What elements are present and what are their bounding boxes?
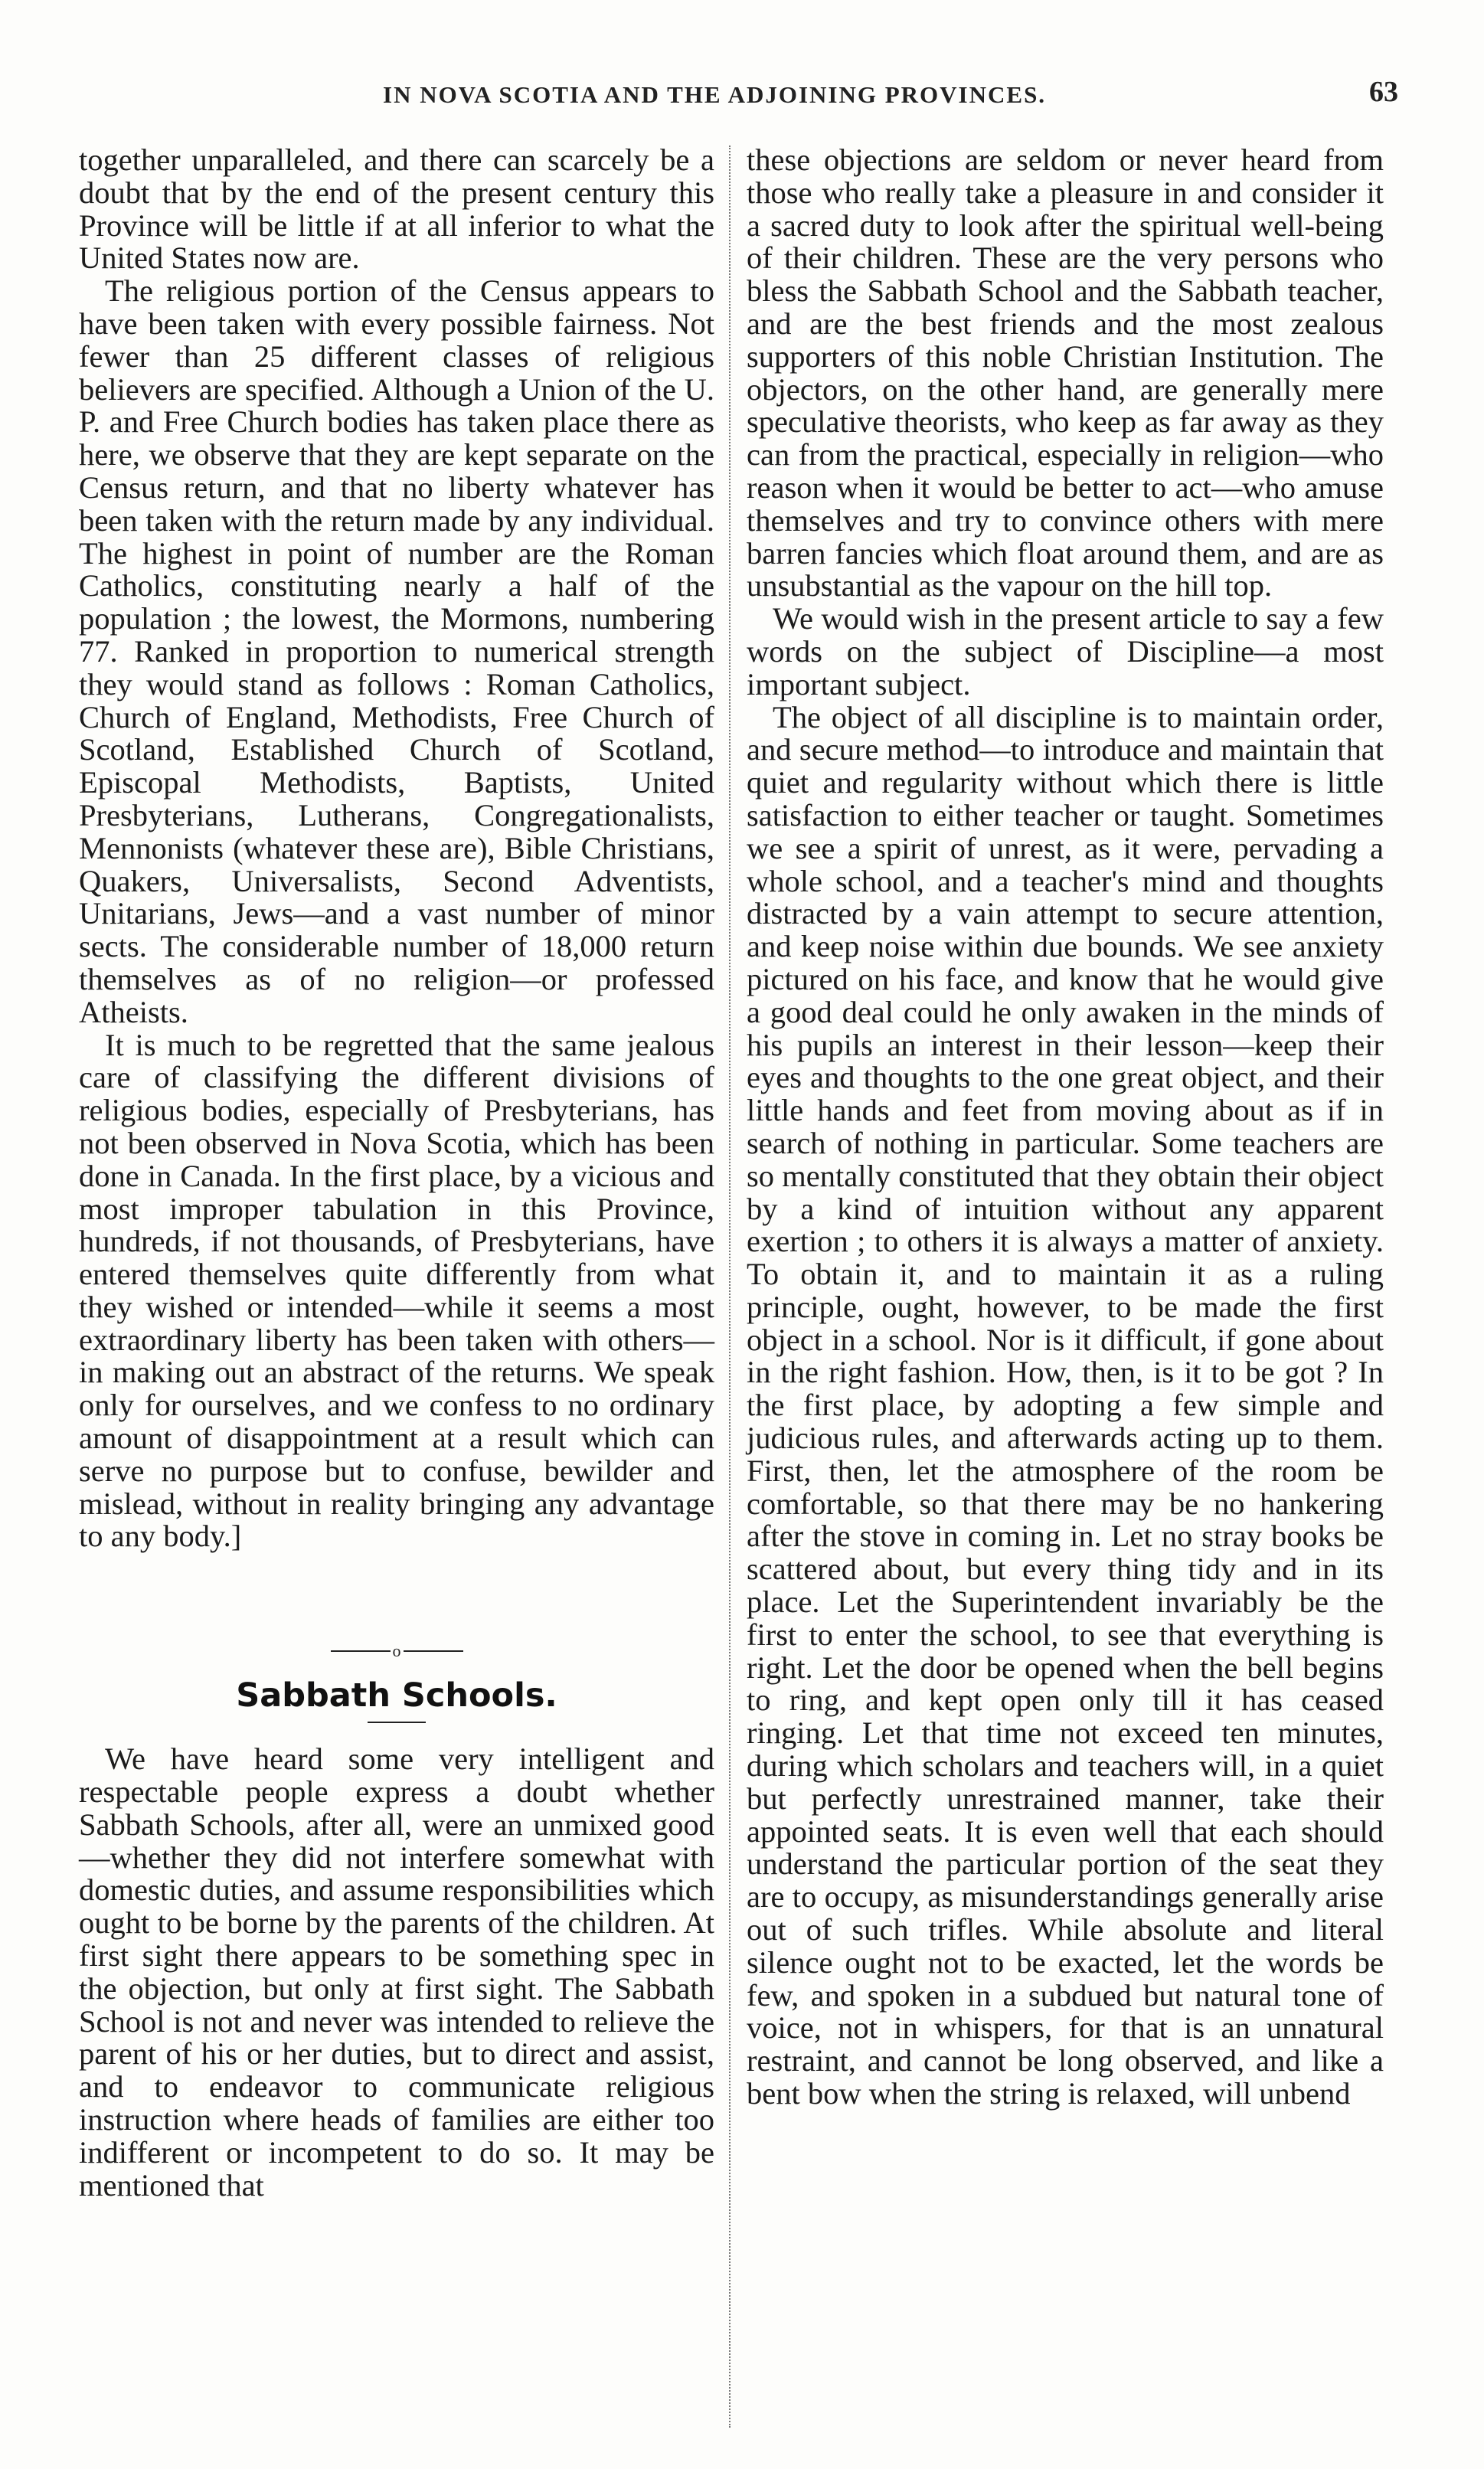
paragraph: The religious portion of the Census appears to have been taken with every possible fairness. Not fewer than 25 different classes of religious believers are specified. Although a Union of the U. P. and Free Church bodies has taken place there as here, we observe that they are kept separate on the Census return, and that no liberty whatever has been taken with the return made by any individual. The highest in point of number are the Roman Catholics, constituting nearly a half of the population ; the lowest, the Mormons, numbering 77. Ranked in proportion to numerical strength they would stand as follows : Roman Catholics, Church of England, Methodists, Free Church of Scotland, Established Church of Scotland, Episcopal Methodists, Baptists, United Presbyterians, Lutherans, Congregationalists, Mennonists (whatever these are), Bible Christians, Quakers, Universalists, Second Adventists, Unitarians, Jews—and a vast number of minor sects. The considerable number of 18,000 return themselves as of no religion—or professed Atheists. <box>79 273 714 1029</box>
section-ornament <box>79 1639 714 1662</box>
paragraph: We would wish in the present article to say a few words on the subject of Discipline—a most important subject. <box>747 601 1384 701</box>
ornament-mark: o <box>392 1641 401 1661</box>
right-column <box>747 144 1384 2111</box>
paragraph: It is much to be regretted that the same jealous care of classifying the different divisions of religious bodies, especially of Presbyterians, has not been observed in Nova Scotia, which has been done in Canada. In the first place, by a vicious and most improper tabulation in this Province, hundreds, if not thousands, of Presbyterians, have entered themselves quite differently from what they wished or intended—while it seems a most extraordinary liberty has been taken with others—in making out an abstract of the returns. We speak only for ourselves, and we confess to no ordinary amount of disappointment at a result which can serve no purpose but to confuse, bewilder and mislead, without in reality bringing any advantage to any body.] <box>79 1027 714 1554</box>
paragraph: We have heard some very intelligent and respectable people express a doubt whether Sabbath Schools, after all, were an unmixed good—whether they did not interfere somewhat with domestic duties, and assume responsibilities which ought to be borne by the parents of the children. At first sight there appears to be something spec in the objection, but only at first sight. The Sabbath School is not and never was intended to relieve the parent of his or her duties, but to direct and assist, and to endeavor to communicate religious instruction where heads of families are either too indifferent or incompetent to do so. It may be mentioned that <box>79 1741 714 2202</box>
paragraph: The object of all discipline is to maintain order, and secure method—to introduce and maintain that quiet and regularity without which there is little satisfaction to either teacher or taught. Sometimes we see a spirit of unrest, as it were, pervading a whole school, and a teacher's mind and thoughts distracted by a vain attempt to secure attention, and keep noise within due bounds. We see anxiety pictured on his face, and know that he would give a good deal could he only awaken in the minds of his pupils an interest in their lesson—keep their eyes and thoughts to the one great object, and their little hands and feet from moving about as if in search of nothing in particular. Some teachers are so mentally constituted that they obtain their object by a kind of intuition without any apparent exertion ; to others it is always a matter of anxiety. To obtain it, and to maintain it as a ruling principle, ought, however, to be made the first object in a school. Nor is it difficult, if gone about in the right fashion. How, then, is it to be got ? In the first place, by adopting a few simple and judicious rules, and afterwards acting up to them. First, then, let the atmosphere of the room be comfortable, so that there may be no hankering after the stove in coming in. Let no stray books be scattered about, but every thing tidy and in its place. Let the Superintendent invariably be the first to enter the school, to see that everything is right. Let the door be opened when the bell begins to ring, and kept open only till it has ceased ringing. Let that time not exceed ten minutes, during which scholars and teachers will, in a quiet but perfectly unrestrained manner, take their appointed seats. It is even well that each should understand the particular portion of the seat they are to occupy, as misunderstandings generally arise out of such trifles. While absolute and literal silence ought not to be exacted, let the words be few, and spoken in a subdued but natural tone of voice, not in whispers, for that is an unnatural restraint, and cannot be long observed, and like a bent bow when the string is relaxed, will unbend <box>747 699 1384 2111</box>
running-head <box>77 70 1409 116</box>
ornament-rule-left <box>331 1650 391 1652</box>
paragraph: these objections are seldom or never heard from those who really take a pleasure in and consider it a sacred duty to look after the spiritual well-being of their children. These are the very persons who bless the Sabbath School and the Sabbath teacher, and are the best friends and the most zealous supporters of this noble Christian Institution. The objectors, on the other hand, are generally mere speculative theorists, who keep as far away as they can from the practical, especially in religion—who reason when it would be better to act—who amuse themselves and try to convince others with mere barren fancies which float around them, and are as unsubstantial as the vapour on the hill top. <box>747 142 1384 603</box>
running-title: IN NOVA SCOTIA AND THE ADJOINING PROVINCES. <box>383 81 1047 108</box>
column-divider <box>729 146 731 2428</box>
page-number: 63 <box>1369 76 1398 108</box>
paragraph: together unparalleled, and there can scarcely be a doubt that by the end of the present century this Province will be little if at all inferior to what the United States now are. <box>79 142 714 276</box>
left-column <box>79 144 714 2202</box>
ornament-rule-right <box>404 1650 463 1652</box>
section-title: Sabbath Schools. <box>236 1676 557 1715</box>
title-underline <box>368 1722 426 1723</box>
